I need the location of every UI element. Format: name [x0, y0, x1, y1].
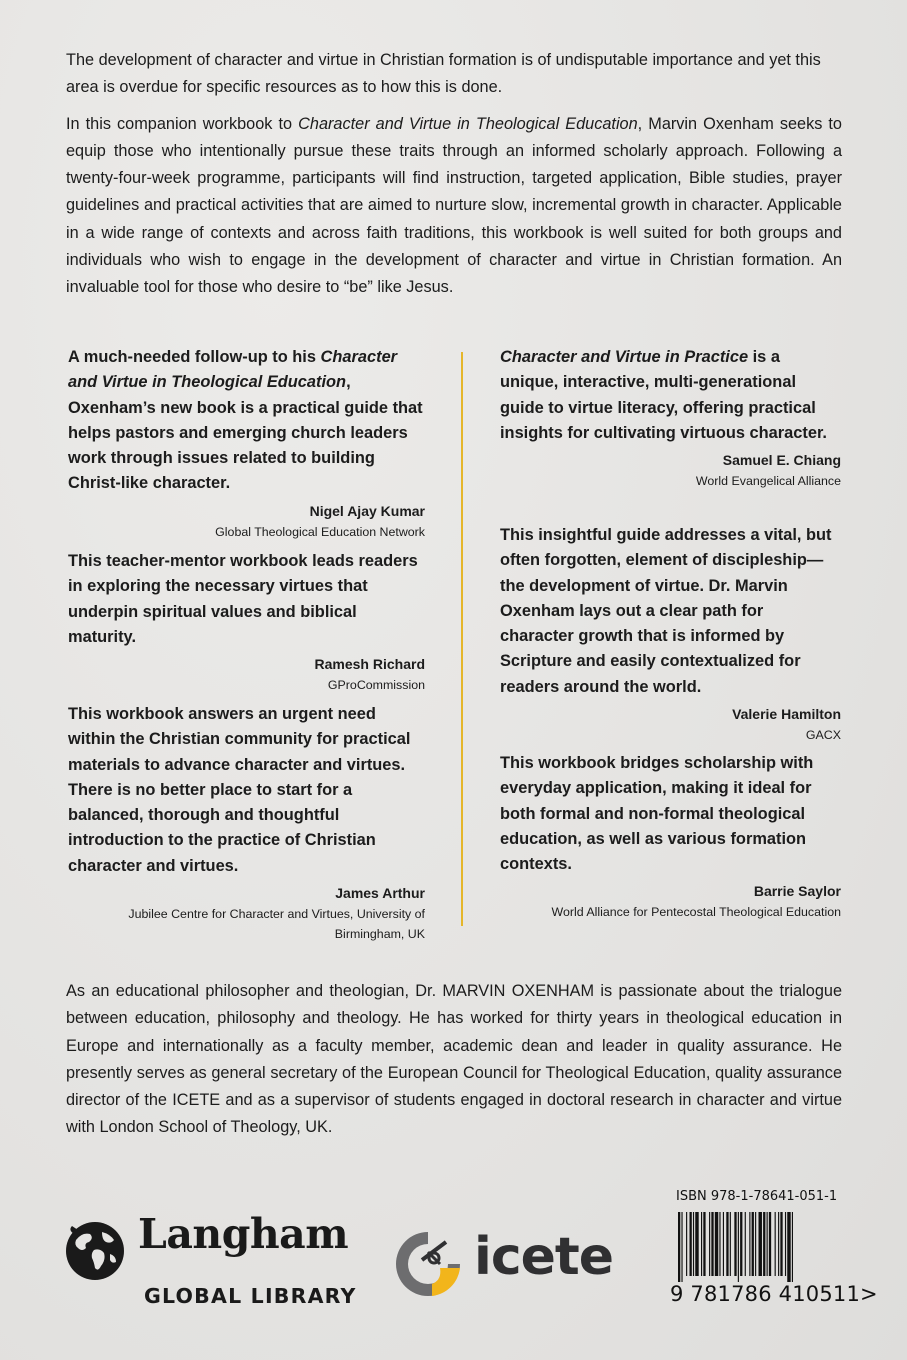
barcode-bar	[695, 1212, 698, 1276]
barcode-bar	[693, 1212, 694, 1276]
endorser-org: GProCommission	[327, 678, 425, 693]
barcode-bar	[787, 1212, 790, 1282]
endorser-name: Ramesh Richard	[314, 656, 425, 673]
barcode	[670, 1186, 878, 1312]
icete-mark-icon	[388, 1224, 468, 1304]
book-title: Character and Virtue in Theological Education	[298, 114, 638, 133]
barcode-bar	[767, 1212, 768, 1276]
endorsement-quote: This workbook bridges scholarship with everyday application, making it ideal for both formal and non-formal theological education, as well as various formation contexts.	[500, 754, 814, 874]
endorsement-quote: This workbook answers an urgent need within the Christian community for practical materials to advance character and virtues. There is no better place to start for a balanced, thorough and thoughtful introduction to the practice of Christian character and virtues.	[68, 705, 411, 875]
endorser-org: World Alliance for Pentecostal Theological Education	[551, 905, 841, 920]
endorsement-quote: This teacher-mentor workbook leads readers in exploring the necessary virtues that underpin spiritual values and biblical maturity.	[68, 552, 418, 646]
langham-subtitle: GLOBAL LIBRARY	[144, 1284, 357, 1308]
barcode-bar	[780, 1212, 782, 1276]
intro-text: In this companion workbook to	[66, 114, 299, 133]
endorsement	[68, 702, 425, 944]
endorser-name: Samuel E. Chiang	[722, 452, 841, 469]
author-bio-text: As an educational philosopher and theologian, Dr. MARVIN OXENHAM is passionate about the trialogue between education, philosophy and theology. He has worked for thirty years in theological education in Europe and internationally as a faculty member, academic dean and leader in quality assurance. He presently serves as general secretary of the European Council for Theological Education, quality assurance director of the ICETE and as a supervisor of students engaged in doctoral research in character and virtue with London School of Theology, UK.	[66, 982, 842, 1137]
barcode-bar	[734, 1212, 736, 1276]
endorser-name: Barrie Saylor	[753, 883, 841, 900]
barcode-bar	[678, 1212, 680, 1282]
barcode-digits: 9 781786 410511>	[670, 1282, 878, 1306]
icete-wordmark: icete	[474, 1227, 614, 1287]
endorser	[68, 653, 425, 695]
barcode-bar	[792, 1212, 793, 1282]
endorser-name: James Arthur	[335, 885, 425, 902]
intro-paragraph-1: The development of character and virtue in Christian formation is of undisputable importance and yet this area is overdue for specific resources as to how this is done.	[66, 51, 821, 97]
barcode-bar	[709, 1212, 710, 1276]
barcode-bars	[678, 1212, 838, 1282]
barcode-bar	[738, 1212, 739, 1282]
barcode-bar	[719, 1212, 720, 1276]
barcode-bar	[785, 1212, 786, 1276]
endorsement	[500, 523, 841, 745]
endorser	[68, 882, 425, 944]
barcode-bar	[681, 1212, 682, 1282]
barcode-bar	[759, 1212, 762, 1276]
barcode-bar	[701, 1212, 702, 1276]
column-divider	[461, 352, 463, 926]
barcode-bar	[763, 1212, 765, 1276]
endorsement	[500, 751, 841, 922]
barcode-bar	[723, 1212, 724, 1276]
barcode-bar	[749, 1212, 750, 1276]
barcode-bar	[690, 1212, 692, 1276]
endorsement	[68, 345, 425, 542]
endorser-org: World Evangelical Alliance	[695, 474, 841, 489]
barcode-bar	[745, 1212, 746, 1276]
endorsement	[500, 345, 841, 491]
endorsement-quote: A much-needed follow-up to his Character and Virtue in Theological Education, Oxenham’s new book is a practical guide that helps pastors and emerging church leaders work through issues related to building Christ-like character.	[68, 348, 423, 493]
barcode-bar	[755, 1212, 756, 1276]
intro-paragraph-2	[66, 111, 842, 302]
endorsement	[68, 549, 425, 695]
barcode-bar	[703, 1212, 705, 1276]
description	[66, 47, 842, 311]
endorser	[500, 449, 841, 491]
endorser	[500, 880, 841, 922]
barcode-bar	[730, 1212, 731, 1276]
endorser-name: Nigel Ajay Kumar	[309, 502, 425, 519]
globe-icon	[64, 1220, 126, 1282]
isbn-label: ISBN 978-1-78641-051-1	[676, 1189, 838, 1204]
endorsement-quote: Character and Virtue in Practice is a unique, interactive, multi-generational guide to virtue literacy, offering practical insights for cultivating virtuous character.	[500, 348, 827, 442]
endorser	[500, 703, 841, 745]
barcode-bar	[726, 1212, 728, 1276]
author-bio	[66, 978, 842, 1142]
endorser-org: Jubilee Centre for Character and Virtues, University of Birmingham, UK	[128, 907, 425, 942]
intro-text: , Marvin Oxenham seeks to equip those who intentionally pursue these traits through an informed scholarly approach. Following a twenty-four-week programme, participants will find instruction, targeted application, Bible studies, prayer guidelines and practical activities that are aimed to nurture slow, incremental growth in character. Applicable in a wide range of contexts and across faith traditions, this workbook is well suited for both groups and individuals who wish to engage in the development of character and virtue in Christian formation. An invaluable tool for those who desire to “be” like Jesus.	[66, 114, 842, 297]
barcode-bar	[769, 1212, 771, 1276]
barcode-bar	[686, 1212, 687, 1276]
barcode-bar	[715, 1212, 718, 1276]
endorser-name: Valerie Hamilton	[732, 706, 841, 723]
barcode-bar	[711, 1212, 713, 1276]
barcode-bar	[752, 1212, 754, 1276]
barcode-bar	[740, 1212, 742, 1276]
barcode-bar	[775, 1212, 776, 1276]
endorser-org: Global Theological Education Network	[215, 524, 425, 539]
book-title: Character and Virtue in Theological Education	[68, 348, 398, 392]
book-title: Character and Virtue in Practice	[500, 348, 749, 366]
barcode-bar	[778, 1212, 779, 1276]
endorser	[68, 500, 425, 542]
endorsement-quote: This insightful guide addresses a vital, but often forgotten, element of discipleship—the development of virtue. Dr. Marvin Oxenham lays out a clear path for character growth that is informed by Scripture and easily contextualized for readers around the world.	[500, 526, 832, 696]
langham-wordmark: Langham	[138, 1210, 349, 1258]
endorser-org: GACX	[805, 728, 841, 743]
